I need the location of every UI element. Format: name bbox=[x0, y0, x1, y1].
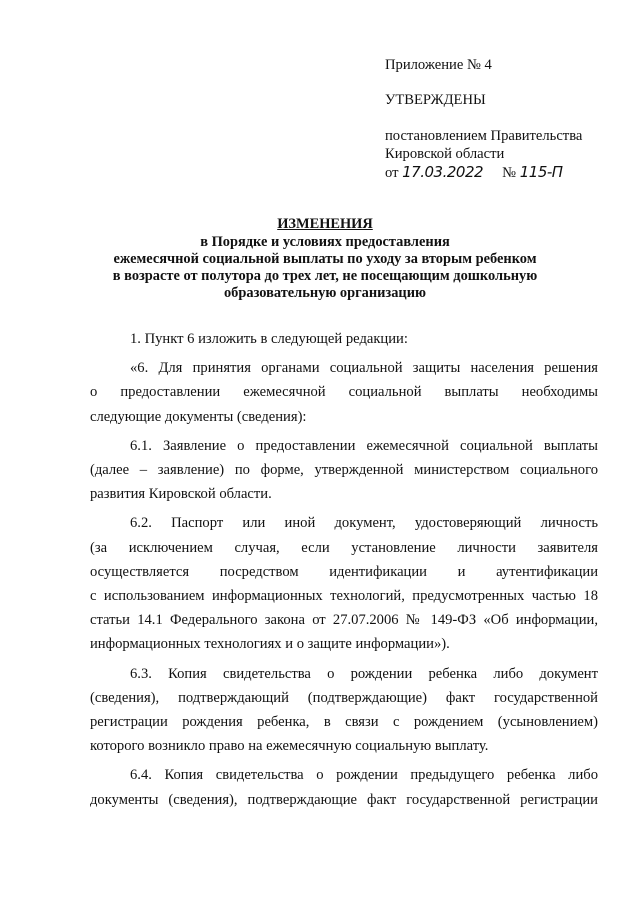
paragraph-4-line-3: осуществляется посредством идентификации и аутентификации bbox=[90, 563, 598, 580]
paragraph-1: 1. Пункт 6 изложить в следующей редакции: bbox=[130, 331, 408, 347]
paragraph-2-line-3: следующие документы (сведения): bbox=[90, 408, 307, 425]
paragraph-3-line-1: 6.1. Заявление о предоставлении ежемесячной социальной выплаты bbox=[130, 437, 598, 454]
paragraph-4-line-5: статьи 14.1 Федерального закона от 27.07.2006 № 149-ФЗ «Об информации, bbox=[90, 612, 598, 629]
paragraph-4-line-6: информационных технологиях и о защите информации»). bbox=[90, 636, 450, 653]
title-line-2: ежемесячной социальной выплаты по уходу за вторым ребенком bbox=[113, 251, 537, 267]
paragraph-5-line-1: 6.3. Копия свидетельства о рождении ребенка либо документ bbox=[130, 665, 598, 682]
appendix-number: Приложение № 4 bbox=[385, 57, 492, 73]
paragraph-4-line-2: (за исключением случая, если установление личности заявителя bbox=[90, 539, 598, 556]
decree-line-2: Кировской области bbox=[385, 146, 505, 162]
document-title: ИЗМЕНЕНИЯ bbox=[277, 216, 373, 232]
approved-label: УТВЕРЖДЕНЫ bbox=[385, 92, 486, 108]
date-prefix: от bbox=[385, 165, 399, 181]
decree-date-line bbox=[385, 163, 625, 182]
paragraph-5-line-3: регистрации рождения ребенка, в связи с рождением (усыновлением) bbox=[90, 714, 598, 731]
document-title-block bbox=[60, 216, 590, 302]
paragraph-3-line-2: (далее – заявление) по форме, утвержденной министерством социального bbox=[90, 462, 598, 479]
title-line-3: в возрасте от полутора до трех лет, не посещающим дошкольную bbox=[112, 268, 538, 284]
paragraph-6-line-2: документы (сведения), подтверждающие факт государственной регистрации bbox=[90, 791, 598, 808]
paragraph-4-line-1: 6.2. Паспорт или иной документ, удостоверяющий личность bbox=[130, 515, 598, 532]
approval-header bbox=[385, 56, 625, 182]
paragraph-2-line-2: о предоставлении ежемесячной социальной выплаты необходимы bbox=[90, 384, 598, 401]
paragraph-5-line-2: (сведения), подтверждающий (подтверждающие) факт государственной bbox=[90, 689, 598, 706]
paragraph-4-line-4: с использованием информационных технологий, предусмотренных частью 18 bbox=[90, 588, 598, 605]
paragraph-3-line-3: развития Кировской области. bbox=[90, 486, 272, 503]
handwritten-date: 17.03.2022 bbox=[402, 163, 484, 181]
paragraph-6-line-1: 6.4. Копия свидетельства о рождении предыдущего ребенка либо bbox=[130, 767, 598, 784]
handwritten-number: 115-П bbox=[519, 163, 563, 181]
number-label: № bbox=[502, 165, 517, 181]
document-body bbox=[90, 327, 598, 812]
decree-reference bbox=[385, 127, 625, 182]
decree-line-1: постановлением Правительства bbox=[385, 128, 583, 144]
title-line-1: в Порядке и условиях предоставления bbox=[200, 234, 450, 250]
paragraph-2-line-1: «6. Для принятия органами социальной защиты населения решения bbox=[130, 360, 598, 377]
paragraph-5-line-4: которого возникло право на ежемесячную социальную выплату. bbox=[90, 738, 489, 755]
title-line-4: образовательную организацию bbox=[223, 285, 426, 301]
